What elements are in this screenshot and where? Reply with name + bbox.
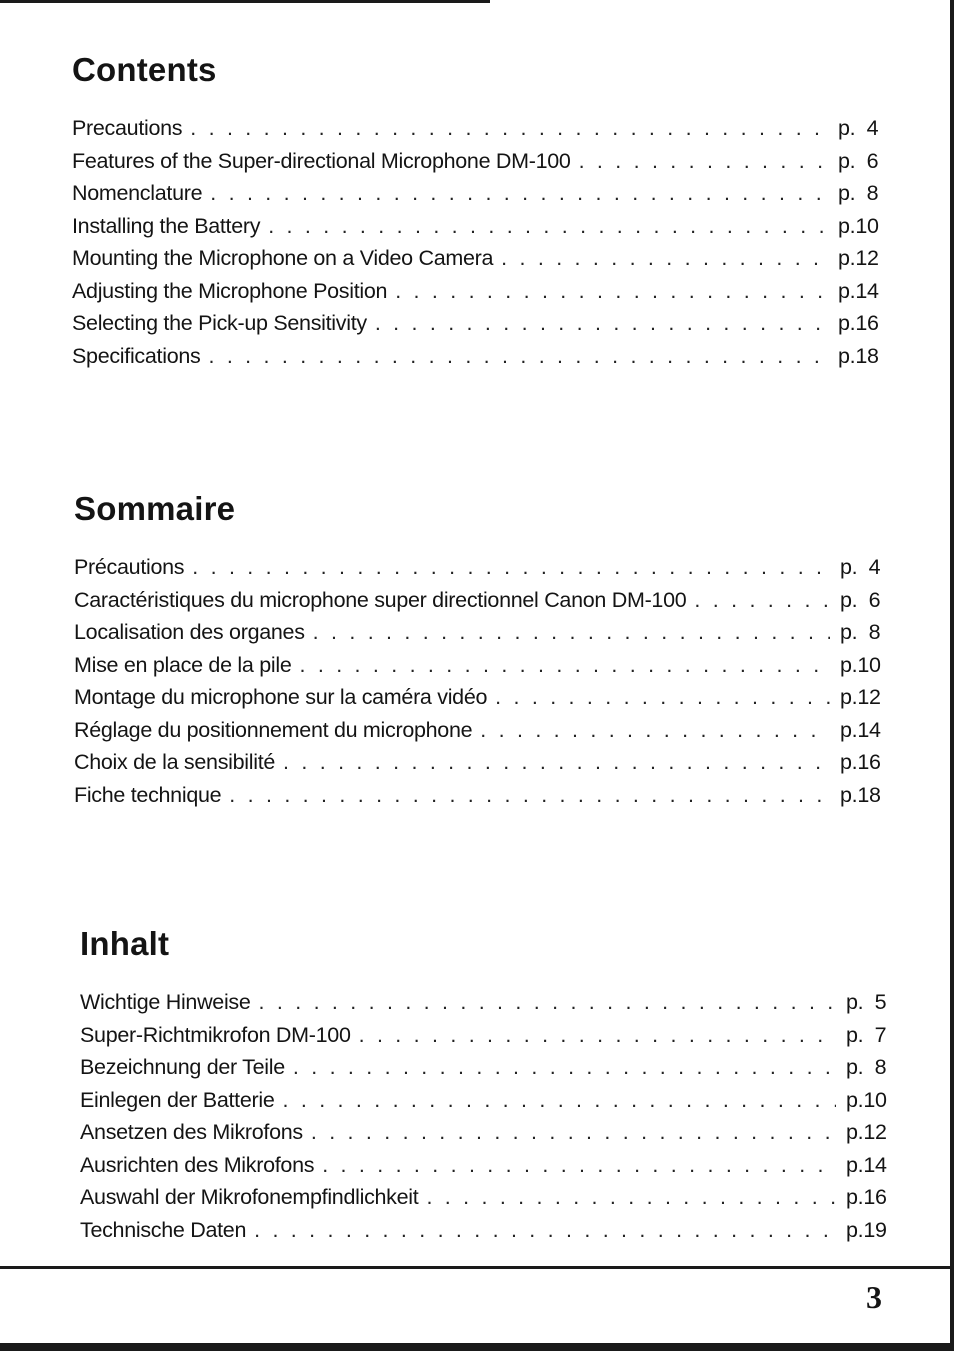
contents-section	[72, 50, 888, 376]
sommaire-title: Sommaire	[74, 490, 236, 527]
toc-page: p. 4	[838, 116, 879, 140]
toc-row	[72, 181, 888, 214]
toc-page: p.12	[840, 685, 881, 709]
toc-label: Précautions	[74, 555, 185, 579]
toc-row	[72, 246, 888, 279]
toc-label: Mise en place de la pile	[74, 652, 292, 677]
dot-leader	[480, 718, 830, 743]
toc-label: Adjusting the Microphone Position	[72, 278, 388, 303]
dot-leader	[259, 990, 836, 1015]
toc-page: p.14	[840, 717, 881, 742]
toc-label: Réglage du positionnement du microphone	[74, 717, 473, 742]
dot-leader	[426, 1185, 836, 1210]
toc-label: Ausrichten des Mikrofons	[80, 1152, 315, 1177]
toc-page: p.16	[840, 750, 881, 774]
toc-label: Caractéristiques du microphone super directionnel Canon DM-100	[74, 587, 687, 612]
toc-label: Technische Daten	[80, 1217, 247, 1242]
dot-leader	[300, 653, 831, 678]
toc-label: Fiche technique	[74, 782, 222, 807]
toc-row	[80, 1055, 896, 1088]
dot-leader	[283, 1088, 837, 1113]
scan-bottom-edge	[0, 1343, 954, 1351]
toc-page: p.10	[838, 213, 879, 238]
dot-leader	[311, 1120, 836, 1145]
dot-leader	[694, 588, 830, 613]
toc-page: p.10	[846, 1087, 887, 1112]
toc-page: p.18	[838, 343, 879, 368]
toc-row	[74, 653, 890, 686]
dot-leader	[192, 555, 830, 580]
toc-label: Ansetzen des Mikrofons	[80, 1120, 303, 1144]
toc-row	[80, 1088, 896, 1121]
toc-page: p.12	[846, 1120, 887, 1144]
toc-row	[72, 116, 888, 149]
toc-row	[80, 1023, 896, 1056]
sommaire-section	[74, 489, 890, 815]
toc-label: Choix de la sensibilité	[74, 750, 276, 774]
toc-row	[72, 149, 888, 182]
dot-leader	[359, 1023, 836, 1048]
contents-list	[72, 116, 888, 376]
dot-leader	[495, 685, 830, 710]
scan-right-edge	[950, 0, 954, 1351]
toc-page: p. 6	[838, 148, 879, 173]
inhalt-title: Inhalt	[80, 925, 170, 962]
toc-page: p.10	[840, 652, 881, 677]
dot-leader	[313, 620, 830, 645]
dot-leader	[579, 149, 828, 174]
footer-rule	[0, 1266, 954, 1269]
toc-row	[74, 620, 890, 653]
toc-row	[80, 1185, 896, 1218]
toc-page: p. 6	[840, 587, 881, 612]
toc-page: p. 5	[846, 990, 887, 1014]
dot-leader	[210, 181, 828, 206]
toc-label: Mounting the Microphone on a Video Camera	[72, 246, 494, 270]
toc-page: p.19	[846, 1217, 887, 1242]
dot-leader	[208, 344, 828, 369]
dot-leader	[322, 1153, 836, 1178]
toc-page: p. 8	[846, 1055, 887, 1079]
dot-leader	[375, 311, 828, 336]
scan-top-edge	[0, 0, 490, 3]
toc-page: p.14	[838, 278, 879, 303]
toc-row	[74, 588, 890, 621]
toc-label: Features of the Super-directional Microphone DM-100	[72, 148, 571, 173]
toc-row	[72, 311, 888, 344]
dot-leader	[190, 116, 828, 141]
toc-row	[80, 1218, 896, 1251]
dot-leader	[283, 750, 830, 775]
dot-leader	[293, 1055, 836, 1080]
toc-page: p.12	[838, 246, 879, 270]
dot-leader	[229, 783, 830, 808]
toc-label: Precautions	[72, 116, 183, 140]
toc-row	[74, 555, 890, 588]
toc-label: Einlegen der Batterie	[80, 1087, 275, 1112]
dot-leader	[501, 246, 828, 271]
toc-label: Bezeichnung der Teile	[80, 1055, 285, 1079]
contents-title: Contents	[72, 51, 217, 88]
toc-row	[80, 1120, 896, 1153]
dot-leader	[268, 214, 828, 239]
toc-page: p. 7	[846, 1022, 887, 1047]
inhalt-section	[80, 924, 896, 1250]
toc-row	[74, 685, 890, 718]
toc-label: Selecting the Pick-up Sensitivity	[72, 311, 367, 335]
toc-row	[72, 214, 888, 247]
toc-page: p.14	[846, 1152, 887, 1177]
toc-page: p. 4	[840, 555, 881, 579]
toc-label: Wichtige Hinweise	[80, 990, 251, 1014]
toc-row	[72, 344, 888, 377]
toc-label: Nomenclature	[72, 181, 203, 205]
toc-page: p.16	[846, 1185, 887, 1209]
toc-label: Auswahl der Mikrofonempfindlichkeit	[80, 1185, 419, 1209]
sommaire-list	[74, 555, 890, 815]
toc-page: p. 8	[838, 181, 879, 205]
page-number: 3	[866, 1279, 882, 1315]
toc-row	[80, 1153, 896, 1186]
toc-page: p.16	[838, 311, 879, 335]
toc-label: Installing the Battery	[72, 213, 261, 238]
toc-label: Super-Richtmikrofon DM-100	[80, 1022, 351, 1047]
toc-page: p.18	[840, 782, 881, 807]
toc-label: Montage du microphone sur la caméra vidéo	[74, 685, 488, 709]
toc-row	[80, 990, 896, 1023]
toc-label: Specifications	[72, 343, 201, 368]
toc-row	[74, 718, 890, 751]
dot-leader	[254, 1218, 836, 1243]
toc-row	[72, 279, 888, 312]
toc-label: Localisation des organes	[74, 620, 305, 644]
inhalt-list	[80, 990, 896, 1250]
toc-row	[74, 783, 890, 816]
toc-page: p. 8	[840, 620, 881, 644]
toc-row	[74, 750, 890, 783]
dot-leader	[395, 279, 828, 304]
